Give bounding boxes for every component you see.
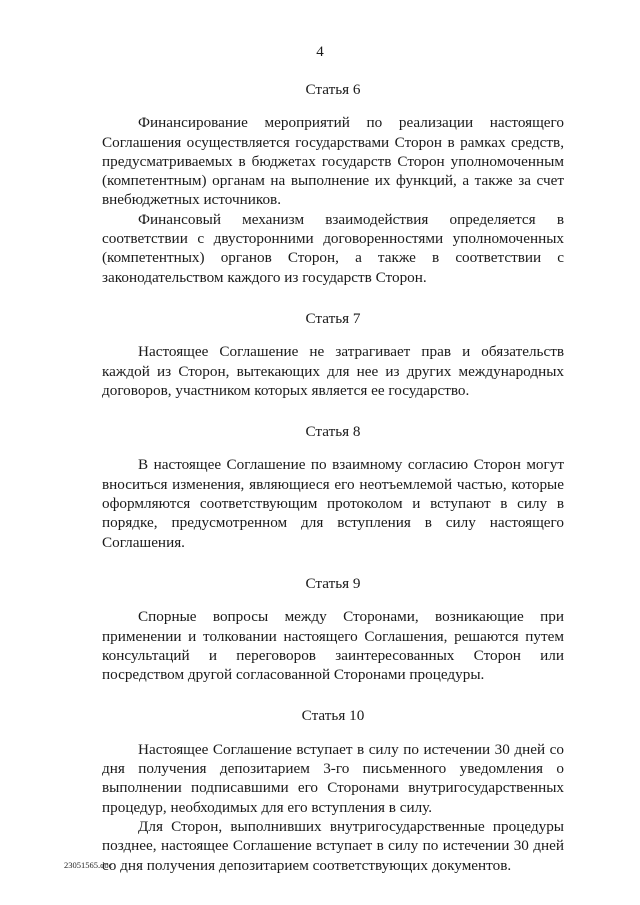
article-title: Статья 6 [305, 81, 361, 98]
article-title: Статья 8 [305, 423, 361, 441]
article-8 [102, 422, 564, 552]
footer-filename: 23051565.doc [64, 860, 113, 870]
article-title: Статья 9 [305, 574, 361, 592]
paragraph: Финансовый механизм взаимодействия определяется в соответствии с двусторонними договоренностями уполномоченных (компетентных) органов Сторон, а также в соответствии с законодательством каждого из государств Сторон. [102, 210, 564, 286]
paragraph: В настоящее Соглашение по взаимному согласию Сторон могут вноситься изменения, являющиеся его неотъемлемой частью, которые оформляются соответствующим протоколом и вступают в силу в порядке, предусмотренном для вступления в силу настоящего Соглашения. [102, 456, 564, 551]
paragraph: Финансирование мероприятий по реализации настоящего Соглашения осуществляется государствами Сторон в рамках средств, предусматриваемых в бюджетах государств Сторон уполномоченным (компетентным) органам на выполнение их функций, а также за счет внебюджетных источников. [102, 114, 564, 209]
article-6 [102, 80, 564, 287]
paragraph: Спорные вопросы между Сторонами, возникающие при применении и толковании настоящего Соглашения, решаются путем консультаций и переговоров заинтересованных Сторон или посредством другой согласованной Сторонами процедуры. [102, 608, 564, 684]
article-title: Статья 10 [301, 707, 365, 725]
paragraph: Для Сторон, выполнивших внутригосударственные процедуры позднее, настоящее Соглашение вступает в силу по истечении 30 дней со дня получения депозитарием соответствующих документов. [102, 817, 564, 874]
article-7 [102, 309, 564, 400]
article-10 [102, 706, 564, 874]
article-9 [102, 574, 564, 684]
document-body [102, 80, 564, 875]
paragraph: Настоящее Соглашение вступает в силу по истечении 30 дней со дня получения депозитарием 3-го письменного уведомления о выполнении подписавшими его Сторонами внутригосударственных процедур, необходимых для его вступления в силу. [102, 740, 564, 816]
spacer [102, 552, 564, 574]
paragraph: Настоящее Соглашение не затрагивает прав и обязательств каждой из Сторон, вытекающих для нее из других международных договоров, участником которых является ее государство. [102, 343, 564, 399]
page-number: 4 [316, 44, 324, 60]
spacer [102, 400, 564, 422]
spacer [102, 684, 564, 706]
article-title: Статья 7 [305, 309, 361, 327]
spacer [102, 287, 564, 309]
